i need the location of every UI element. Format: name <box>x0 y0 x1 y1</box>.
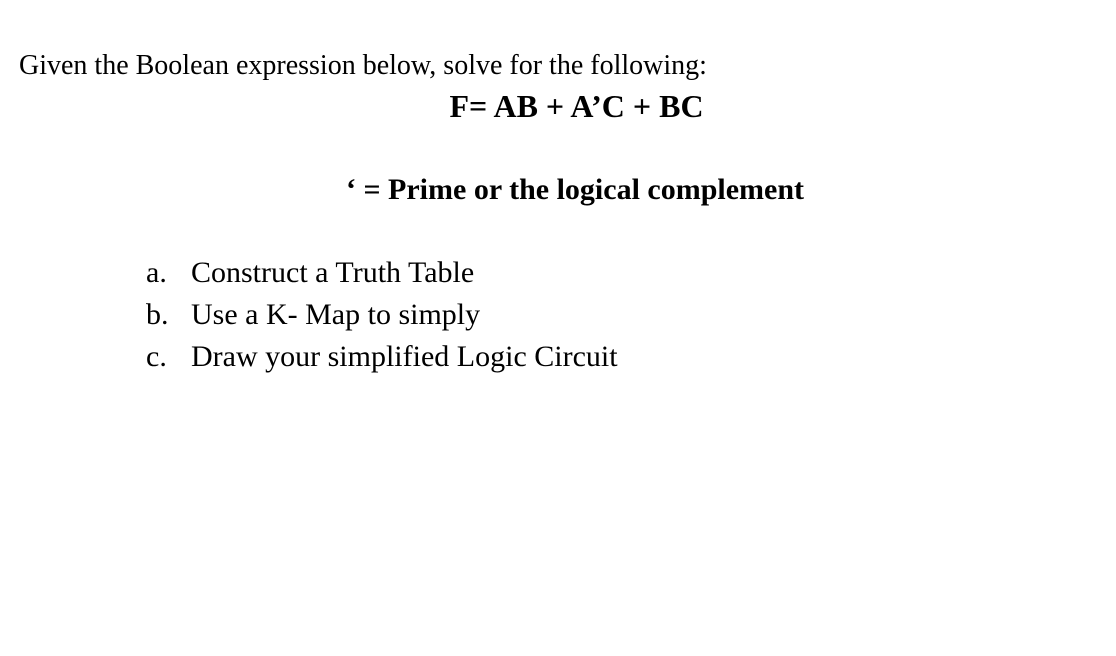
task-text: Construct a Truth Table <box>191 256 475 289</box>
task-text: Use a K- Map to simply <box>191 298 481 331</box>
task-list <box>146 252 618 378</box>
prime-notation-note: ‘ = Prime or the logical complement <box>345 173 805 206</box>
task-marker: a. <box>146 256 167 289</box>
problem-intro: Given the Boolean expression below, solve for the following: <box>19 50 707 81</box>
task-marker: c. <box>146 340 167 373</box>
task-item-b <box>146 294 618 336</box>
task-item-c <box>146 336 618 378</box>
task-marker: b. <box>146 298 169 331</box>
task-text: Draw your simplified Logic Circuit <box>191 340 618 373</box>
boolean-expression: F= AB + A’C + BC <box>449 88 704 124</box>
task-item-a <box>146 252 618 294</box>
